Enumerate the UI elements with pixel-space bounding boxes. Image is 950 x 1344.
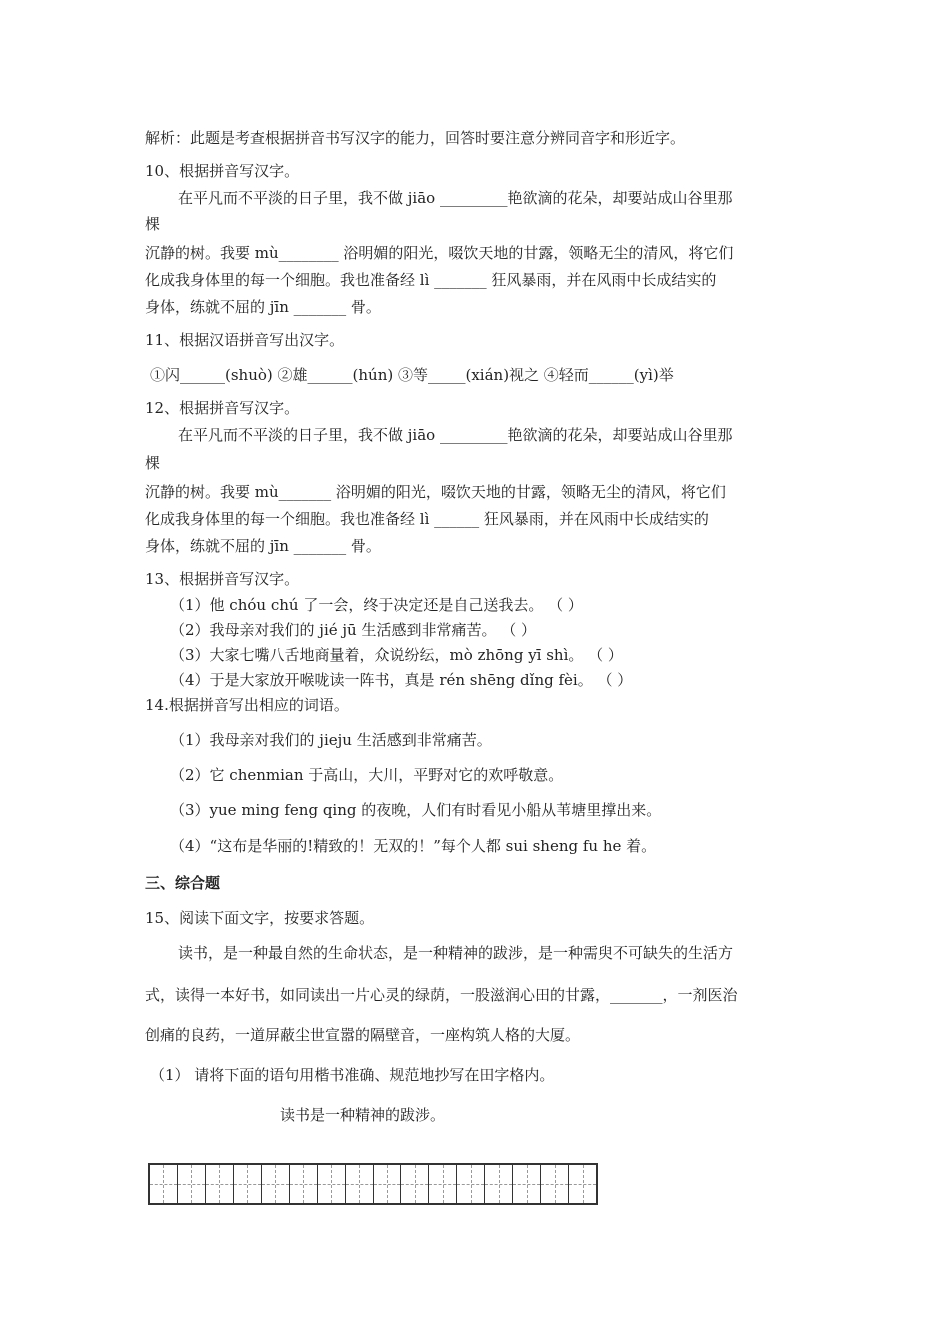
grid-cell[interactable] — [206, 1165, 234, 1203]
q15-paragraph-line: 式，读得一本好书，如同读出一片心灵的绿荫，一股滋润心田的甘露，_______，一剂医治 — [145, 986, 738, 1004]
q10-paragraph-line: 沉静的树。我要 mù________ 浴明媚的阳光，啜饮天地的甘露，领略无尘的清风，将它们 — [145, 244, 734, 262]
tianzige-writing-grid[interactable] — [148, 1163, 598, 1205]
q14-item: （3）yue ming feng qing 的夜晚，人们有时看见小船从苇塘里撑出来。 — [170, 801, 662, 819]
q10-paragraph-line: 化成我身体里的每一个细胞。我也准备经 lì _______ 狂风暴雨，并在风雨中长成结实的 — [145, 271, 717, 289]
q14-item: （2）它 chenmian 于高山，大川，平野对它的欢呼敬意。 — [170, 766, 564, 784]
grid-cell[interactable] — [569, 1165, 596, 1203]
q15-paragraph-line: 创痛的良药，一道屏蔽尘世宣嚣的隔壁音，一座构筑人格的大厦。 — [145, 1026, 581, 1044]
q15-subquestion: （1） 请将下面的语句用楷书准确、规范地抄写在田字格内。 — [150, 1066, 555, 1084]
grid-cell[interactable] — [374, 1165, 402, 1203]
grid-cell[interactable] — [401, 1165, 429, 1203]
q13-item: （3）大家七嘴八舌地商量着，众说纷纭，mò zhōng yī shì。 （ ） — [170, 646, 623, 664]
grid-cell[interactable] — [318, 1165, 346, 1203]
q15-title: 15、阅读下面文字，按要求答题。 — [145, 909, 375, 927]
grid-cell[interactable] — [150, 1165, 178, 1203]
grid-cell[interactable] — [429, 1165, 457, 1203]
grid-cell[interactable] — [290, 1165, 318, 1203]
q10-paragraph-line: 身体，练就不屈的 jīn _______ 骨。 — [145, 298, 381, 316]
q12-paragraph-line: 沉静的树。我要 mù_______ 浴明媚的阳光，啜饮天地的甘露，领略无尘的清风，将它们 — [145, 483, 726, 501]
grid-cell[interactable] — [234, 1165, 262, 1203]
q15-copy-sentence: 读书是一种精神的跋涉。 — [280, 1106, 446, 1124]
q13-item: （2）我母亲对我们的 jié jū 生活感到非常痛苦。 （ ） — [170, 621, 537, 639]
q11-title: 11、根据汉语拼音写出汉字。 — [145, 331, 345, 349]
q14-title: 14.根据拼音写出相应的词语。 — [145, 696, 349, 714]
grid-cell[interactable] — [513, 1165, 541, 1203]
q13-item: （4）于是大家放开喉咙读一阵书，真是 rén shēng dǐng fèi。 （ ） — [170, 671, 633, 689]
grid-cell[interactable] — [346, 1165, 374, 1203]
q12-paragraph-line: 化成我身体里的每一个细胞。我也准备经 lì ______ 狂风暴雨，并在风雨中长成结实的 — [145, 510, 709, 528]
q10-title: 10、根据拼音写汉字。 — [145, 162, 300, 180]
q10-paragraph-line: 棵 — [145, 215, 161, 233]
grid-cell[interactable] — [457, 1165, 485, 1203]
analysis-text: 解析：此题是考查根据拼音书写汉字的能力，回答时要注意分辨同音字和形近字。 — [145, 129, 686, 147]
q11-items: ①闪______(shuò) ②雄______(hún) ③等_____(xián)视之 ④轻而______(yì)举 — [150, 366, 674, 384]
grid-cell[interactable] — [262, 1165, 290, 1203]
q10-paragraph-line: 在平凡而不平淡的日子里，我不做 jiāo _________艳欲滴的花朵，却要站成山谷里那 — [178, 189, 733, 207]
q15-paragraph-line: 读书，是一种最自然的生命状态，是一种精神的跋涉，是一种需臾不可缺失的生活方 — [178, 944, 734, 962]
grid-cell[interactable] — [485, 1165, 513, 1203]
q13-item: （1）他 chóu chú 了一会，终于决定还是自己送我去。 （ ） — [170, 596, 583, 614]
q13-title: 13、根据拼音写汉字。 — [145, 570, 300, 588]
q12-paragraph-line: 身体，练就不屈的 jīn _______ 骨。 — [145, 537, 381, 555]
q14-item: （1）我母亲对我们的 jieju 生活感到非常痛苦。 — [170, 731, 492, 749]
grid-cell[interactable] — [178, 1165, 206, 1203]
q14-item: （4）“这布是华丽的!精致的！无双的！”每个人都 sui sheng fu he 着。 — [170, 837, 657, 855]
q12-title: 12、根据拼音写汉字。 — [145, 399, 300, 417]
grid-cell[interactable] — [541, 1165, 569, 1203]
q12-paragraph-line: 棵 — [145, 454, 161, 472]
section-heading: 三、综合题 — [145, 874, 221, 892]
q12-paragraph-line: 在平凡而不平淡的日子里，我不做 jiāo _________艳欲滴的花朵，却要站成山谷里那 — [178, 426, 733, 444]
